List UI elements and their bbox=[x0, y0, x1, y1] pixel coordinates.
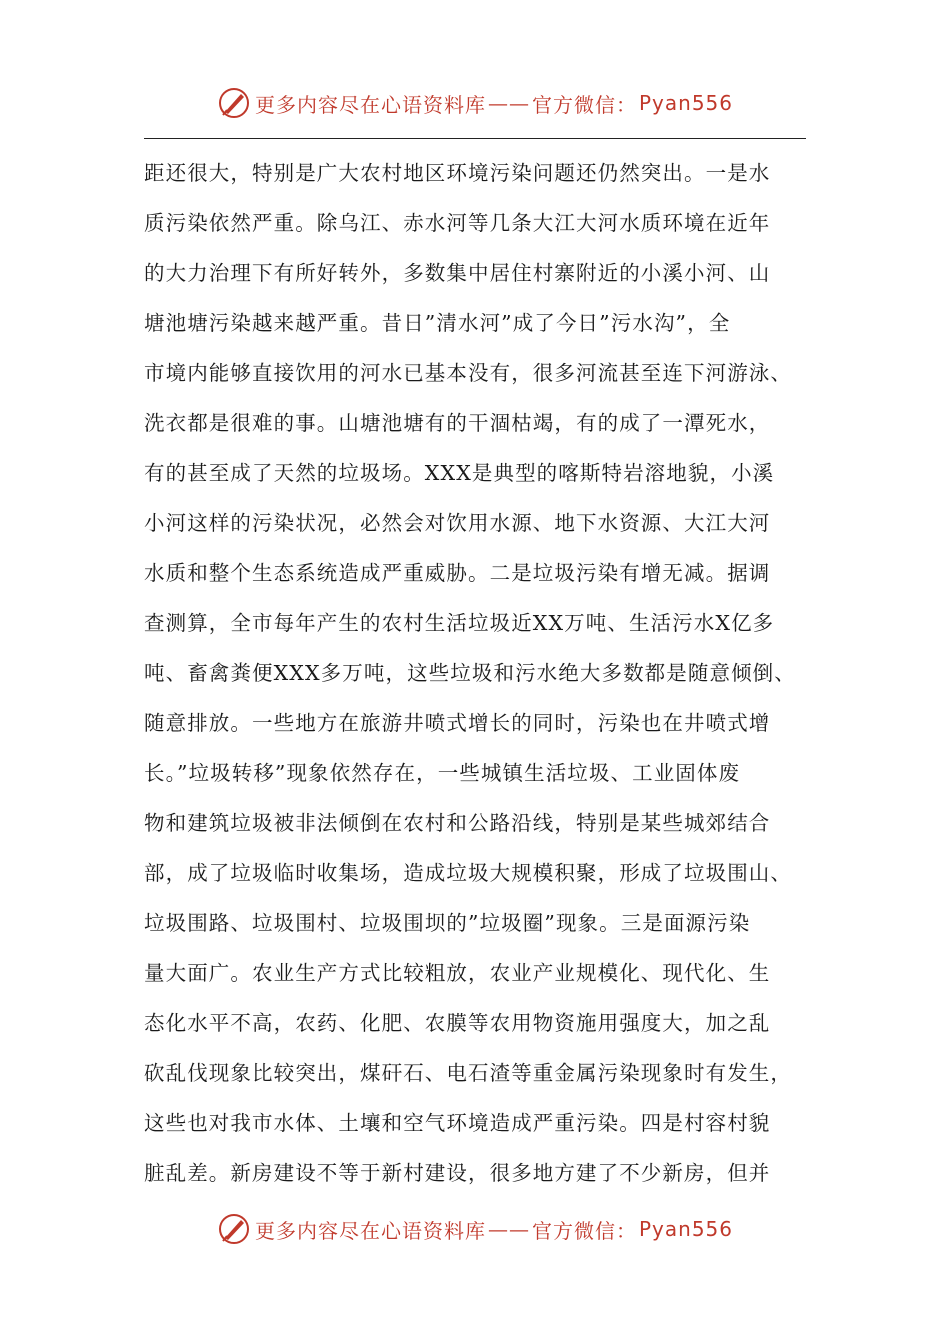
footer-brand bbox=[0, 1212, 950, 1246]
quill-logo-icon bbox=[217, 1212, 251, 1246]
brand-text: 更多内容尽在心语资料库 bbox=[254, 92, 486, 117]
wechat-id: Pyan556 bbox=[638, 1217, 733, 1241]
body-line: 随意排放。一些地方在旅游井喷式增长的同时，污染也在井喷式增 bbox=[144, 711, 771, 735]
body-line: 的大力治理下有所好转外，多数集中居住村寨附近的小溪小河、山 bbox=[144, 261, 771, 285]
wechat-id: Pyan556 bbox=[638, 91, 733, 115]
body-line: 量大面广。农业生产方式比较粗放，农业产业规模化、现代化、生 bbox=[144, 961, 771, 985]
body-line: 质污染依然严重。除乌江、赤水河等几条大江大河水质环境在近年 bbox=[144, 211, 771, 235]
body-line: 砍乱伐现象比较突出，煤矸石、电石渣等重金属污染现象时有发生， bbox=[144, 1061, 792, 1085]
body-line: 水质和整个生态系统造成严重威胁。二是垃圾污染有增无减。据调 bbox=[144, 561, 771, 585]
brand-dash: —— bbox=[487, 91, 530, 115]
body-line: 脏乱差。新房建设不等于新村建设，很多地方建了不少新房，但并 bbox=[144, 1161, 771, 1185]
body-line: 这些也对我市水体、土壤和空气环境造成严重污染。四是村容村貌 bbox=[144, 1111, 771, 1135]
body-line: 洗衣都是很难的事。山塘池塘有的干涸枯竭，有的成了一潭死水， bbox=[144, 411, 771, 435]
body-line: 态化水平不高，农药、化肥、农膜等农用物资施用强度大，加之乱 bbox=[144, 1011, 771, 1035]
body-line: 部，成了垃圾临时收集场，造成垃圾大规模积聚，形成了垃圾围山、 bbox=[144, 861, 792, 885]
header-divider bbox=[144, 138, 806, 139]
body-line: 小河这样的污染状况，必然会对饮用水源、地下水资源、大江大河 bbox=[144, 511, 771, 535]
body-line: 查测算，全市每年产生的农村生活垃圾近XX万吨、生活污水X亿多 bbox=[144, 611, 775, 635]
body-line: 吨、畜禽粪便XXX多万吨，这些垃圾和污水绝大多数都是随意倾倒、 bbox=[144, 661, 796, 685]
brand-text: 更多内容尽在心语资料库 bbox=[254, 1218, 486, 1243]
body-line: 垃圾围路、垃圾围村、垃圾围坝的”垃圾圈”现象。三是面源污染 bbox=[144, 911, 751, 935]
header-brand bbox=[0, 86, 950, 120]
body-line: 有的甚至成了天然的垃圾场。XXX是典型的喀斯特岩溶地貌，小溪 bbox=[144, 461, 775, 485]
body-line: 市境内能够直接饮用的河水已基本没有，很多河流甚至连下河游泳、 bbox=[144, 361, 792, 385]
body-line: 塘池塘污染越来越严重。昔日”清水河”成了今日”污水沟”，全 bbox=[144, 311, 731, 335]
body-line: 物和建筑垃圾被非法倾倒在农村和公路沿线，特别是某些城郊结合 bbox=[144, 811, 771, 835]
body-line: 距还很大，特别是广大农村地区环境污染问题还仍然突出。一是水 bbox=[144, 161, 771, 185]
wechat-label: 官方微信： bbox=[531, 1218, 637, 1243]
document-body bbox=[144, 148, 834, 1198]
quill-logo-icon bbox=[217, 86, 251, 120]
body-line: 长。”垃圾转移”现象依然存在，一些城镇生活垃圾、工业固体废 bbox=[144, 761, 741, 785]
wechat-label: 官方微信： bbox=[531, 92, 637, 117]
brand-dash: —— bbox=[487, 1217, 530, 1241]
